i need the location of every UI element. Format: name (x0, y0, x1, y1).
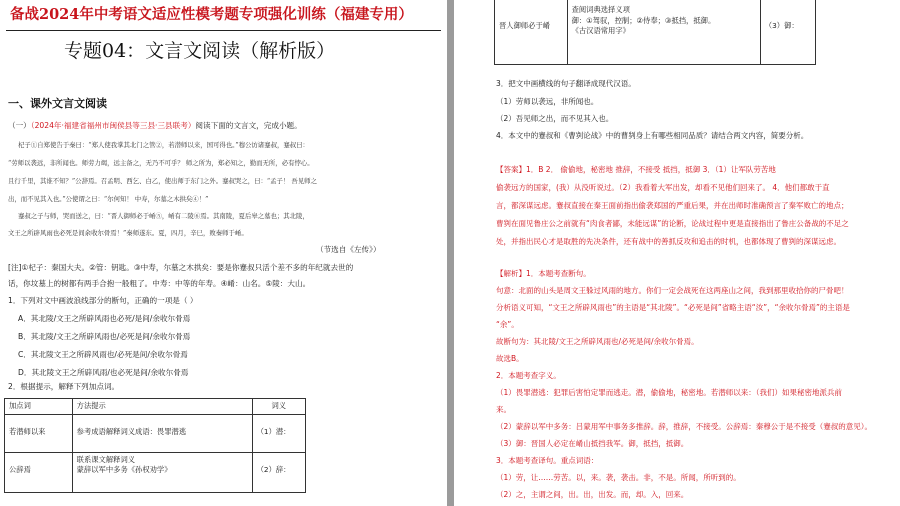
analysis-line: （1）畏罪潜逃：犯罪后害怕定罪而逃走。潜，偷偷地，秘密地。若潜师以来：（我们）如果秘密地派兵前 (496, 388, 843, 397)
passage-instruction: 阅读下面的文言文，完成小题。 (195, 121, 302, 130)
method-line: 参考成语解释词义成语：畏罪潜逃 (76, 426, 187, 436)
analysis-line: 句意：北面的山头是周文王躲过风雨的地方。你们一定会战死在这两座山之间，我到那里收拾你的尸骨吧！ (496, 286, 849, 295)
table-cell-word: 公辞焉 (5, 452, 73, 492)
analysis-line: 2．本题考查字义。 (496, 371, 561, 380)
question-2-stem: 2．根据提示，解释下列加点词。 (8, 382, 120, 391)
question-3-stem: 3．把文中画横线的句子翻译成现代汉语。 (496, 79, 636, 88)
table-header-cell: 加点词 (5, 399, 73, 415)
table-row (5, 414, 306, 452)
analysis-line: （3）御：晋国人必定在崤山抵挡我军。御，抵挡，抵御。 (496, 439, 689, 448)
notes-line: 话，你坟墓上的树都有两手合抱一般粗了。中寿：中等的年寿。④崤：山名。⑤陵：大山。 (8, 279, 311, 288)
notes-line: [注]①杞子：秦国大夫。②管：钥匙。③中寿，尔墓之木拱矣：要是你蹇叔只活个差不多的年纪就去世的 (8, 263, 354, 272)
analysis-line: （1）劳，让……劳苦。以，来。袭，袭击。非，不是。所闻，所听到的。 (496, 473, 741, 482)
table-header-row (5, 399, 306, 415)
q1-option-a: A．其北陵/文王之所辟风雨也必死/是间/余收尔骨焉 (18, 314, 191, 323)
passage-header (8, 122, 302, 130)
passage-number: （一） (8, 121, 31, 130)
q1-option-c: C．其北陵文王之所辟风雨也/必死是间/余收尔骨焉 (18, 350, 188, 359)
method-line: 联系课文解释词义 (76, 454, 136, 464)
q3-item: （1）劳师以袭远，非所闻也。 (496, 97, 599, 106)
analysis-line: 来。 (496, 405, 511, 414)
table-cell-method (72, 414, 252, 452)
passage-citation: （节选自《左传》） (316, 245, 381, 254)
document-page-right (454, 0, 900, 506)
passage-source: （2024年·福建省福州市闽侯县等三县·三县联考） (30, 121, 196, 130)
answer-line: 言，都深谋远虑。蹇叔直接在秦王面前指出偷袭郑国的严重后果，并在出师时准确预言了秦军败亡的地点； (496, 201, 849, 210)
passage-line: 出，而不见其入也。”公使谓之曰：“尔何知！ 中寿，尔墓之木拱矣④！” (8, 195, 209, 203)
table-cell-meaning: （3）御： (760, 0, 815, 65)
answer-line: 处，并指出民心才是取胜的先决条件，还有战中的善抓反攻和追击的时机，也都体现了曹刿的深谋远虑。 (496, 237, 841, 246)
table-cell-method (567, 0, 760, 65)
question-4-stem: 4．本文中的蹇叔和《曹刿论战》中的曹刿身上有哪些相同品质？请结合两文内容，简要分析。 (496, 131, 809, 140)
subject-title: 专题04：文言文阅读（解析版） (64, 40, 336, 62)
method-line: 查阅词典选择义项 (571, 5, 630, 14)
table-cell-method (72, 452, 252, 492)
method-line: 蒙辞以军中多务《孙权劝学》 (76, 465, 172, 475)
analysis-line: “余”。 (496, 320, 519, 329)
analysis-line: 分析语义可知，“文王之所辟风雨也”的主语是“其北陵”。“必死是间”省略主语“汝”，“余收尔骨焉”的主语是 (496, 303, 850, 312)
analysis-line: 3．本题考查译句。重点词语： (496, 456, 599, 465)
passage-line: 杞子①自郑使告于秦曰：“郑人使我掌其北门之管②，若潜师以来，国可得也。”穆公访诸蹇叔，蹇叔曰： (18, 141, 309, 149)
passage-line: 且行千里，其谁不知？”公辞焉。召孟明、西乞、白乙，使出师于东门之外。蹇叔哭之，曰：“孟子！ 吾见师之 (8, 177, 317, 185)
table-row (5, 452, 306, 492)
word-explanation-table-continued (494, 0, 816, 65)
table-cell-word: 晋人御师必于崤 (495, 0, 568, 65)
table-cell-meaning: （1）潜： (252, 414, 305, 452)
word-explanation-table (4, 398, 306, 493)
answer-line: 曹刿在面见鲁庄公之前就有“肉食者鄙，未能远谋”的论断，论战过程中更是直接指出了鲁庄公备战的不足之 (496, 219, 849, 228)
method-line: 《古汉语常用字》 (571, 26, 630, 36)
table-cell-meaning: （2）辞： (252, 452, 305, 492)
document-title: 备战2024年中考语文适应性模考题专项强化训练（福建专用） (10, 6, 413, 23)
answer-line: 偷袭远方的国家，(我）从没听说过。（2）我看着大军出发，却看不见他们回来了。 4．他们都敢于直 (496, 183, 830, 192)
header-divider (6, 30, 441, 31)
table-row (495, 0, 816, 65)
table-header-cell: 方法提示 (72, 399, 252, 415)
passage-line: 蹇叔之子与师，哭而送之，曰：“晋人御师必于崤⑤，崤有二陵⑥焉。其南陵，夏后皋之墓也；其北陵， (18, 212, 309, 220)
question-1-stem: 1．下列对文中画波浪线部分的断句，正确的一项是（ ） (8, 296, 198, 305)
analysis-line: 【解析】1．本题考查断句。 (496, 269, 591, 278)
passage-line: 文王之所辟风雨也必死是间余收尔骨焉！”秦师遂东。夏，四月，辛巳，败秦师于崤。 (8, 229, 248, 237)
table-header-cell: 词义 (252, 399, 305, 415)
q1-option-d: D．其北陵文王之所辟风雨/也必死是间/余收尔骨焉 (18, 368, 189, 377)
method-line: 御：①驾驭，控制；②侍奉；③抵挡，抵御。 (571, 15, 716, 25)
passage-line: “劳师以袭远，非所闻也。师劳力竭，远主备之，无乃不可乎？ 师之所为，郑必知之，勤而无所，必有悖心。 (8, 159, 314, 167)
analysis-line: （2）蒙辞以军中多务：吕蒙用军中事务多推辞。辞，推辞，不接受。公辞焉：秦穆公于是不接受（蹇叔的意见）。 (496, 422, 873, 431)
table-cell-word: 若潜师以来 (5, 414, 73, 452)
q3-item: （2）吾见师之出，而不见其入也。 (496, 114, 614, 123)
analysis-line: 故断句为：其北陵/文王之所辟风雨也/必死是间/余收尔骨焉。 (496, 337, 699, 346)
section-heading: 一、课外文言文阅读 (8, 97, 107, 110)
analysis-line: 故选B。 (496, 354, 524, 363)
document-page-left (0, 0, 447, 506)
answer-line: 【答案】1．B 2． 偷偷地，秘密地 推辞，不接受 抵挡，抵御 3．（1）让军队劳苦地 (496, 165, 776, 174)
analysis-line: （2）之，主谓之间，出。出，出发。而，却。入，回来。 (496, 490, 689, 499)
q1-option-b: B．其北陵/文王之所辟风雨也/必死是间/余收尔骨焉 (18, 332, 191, 341)
